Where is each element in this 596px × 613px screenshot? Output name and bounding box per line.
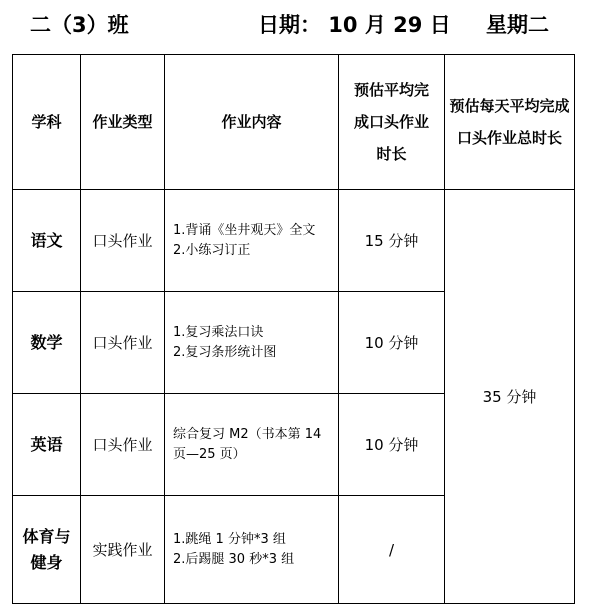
- type-cell: 实践作业: [81, 496, 165, 604]
- homework-table: [12, 54, 575, 604]
- subject-label: 英语: [30, 434, 63, 454]
- subject-label: 语文: [30, 230, 63, 250]
- duration-cell: 10 分钟: [339, 292, 445, 394]
- duration-cell: 10 分钟: [339, 394, 445, 496]
- type-cell: 口头作业: [81, 292, 165, 394]
- content-line: 综合复习 M2（书本第 14: [173, 426, 322, 442]
- table-row: [13, 190, 575, 292]
- duration-cell: 15 分钟: [339, 190, 445, 292]
- content-line: 1.复习乘法口诀: [173, 324, 264, 340]
- content-line: 2.复习条形统计图: [173, 344, 277, 360]
- total-duration-cell: 35 分钟: [445, 190, 575, 604]
- content-line: 页—25 页）: [173, 446, 246, 462]
- weekday-label: 星期二: [486, 13, 549, 37]
- subject-cell: [13, 292, 81, 394]
- header-duration-line: 成口头作业: [353, 113, 429, 131]
- content-line: 2.小练习订正: [173, 242, 251, 258]
- subject-cell: [13, 394, 81, 496]
- content-cell: [165, 190, 339, 292]
- document-header: [0, 0, 596, 48]
- content-line: 1.背诵《坐井观天》全文: [173, 222, 316, 238]
- type-cell: 口头作业: [81, 190, 165, 292]
- subject-label: 健身: [30, 552, 63, 572]
- header-content: 作业内容: [165, 55, 339, 190]
- content-line: 1.跳绳 1 分钟*3 组: [173, 531, 286, 547]
- table-header-row: [13, 55, 575, 190]
- content-cell: [165, 394, 339, 496]
- subject-cell: [13, 190, 81, 292]
- content-cell: [165, 496, 339, 604]
- header-duration-line: 时长: [376, 145, 407, 163]
- subject-label: 数学: [30, 332, 63, 352]
- header-type: 作业类型: [81, 55, 165, 190]
- type-cell: 口头作业: [81, 394, 165, 496]
- subject-cell: [13, 496, 81, 604]
- date-label: 日期： 10 月 29 日: [258, 13, 451, 37]
- subject-label: 体育与: [22, 526, 71, 546]
- header-total-line: 口头作业总时长: [456, 129, 562, 147]
- header-total: [445, 55, 575, 190]
- header-subject: 学科: [13, 55, 81, 190]
- header-duration: [339, 55, 445, 190]
- content-line: 2.后踢腿 30 秒*3 组: [173, 551, 295, 567]
- class-name: 二（3）班: [30, 13, 129, 37]
- duration-cell: /: [339, 496, 445, 604]
- header-total-line: 预估每天平均完成: [449, 97, 570, 115]
- header-duration-line: 预估平均完: [353, 81, 429, 99]
- content-cell: [165, 292, 339, 394]
